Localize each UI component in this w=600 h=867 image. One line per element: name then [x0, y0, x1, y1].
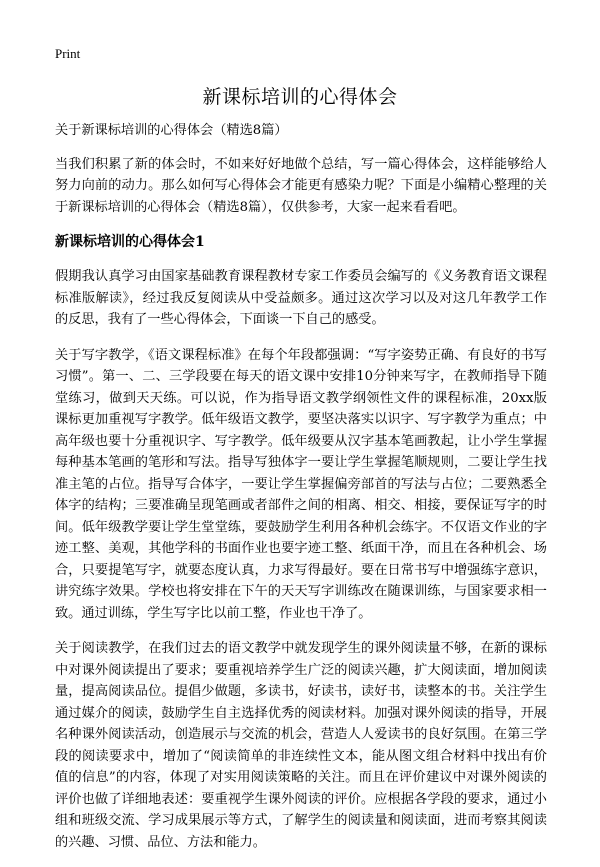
document-body: [55, 120, 547, 867]
body-paragraph: 关于阅读教学，在我们过去的语文教学中就发现学生的课外阅读量不够，在新的课标中对课外阅读提出了要求；要重视培养学生广泛的阅读兴趣，扩大阅读面，增加阅读量，提高阅读品位。提倡少做题，多读书，好读书，读好书，读整本的书。关注学生通过媒介的阅读，鼓励学生自主选择优秀的阅读材料。加强对课外阅读的指导，开展名种课外阅读活动，创造展示与交流的机会，营造人人爱读书的良好氛围。在第三学段的阅读要求中，增加了“阅读简单的非连续性文本，能从图文组合材料中找出有价值的信息”的内容，体现了对实用阅读策略的关注。而且在评价建议中对课外阅读的评价也做了详细地表述：要重视学生课外阅读的评价。应根据各学段的要求，通过小组和班级交流、学习成果展示等方式，了解学生的阅读量和阅读面，进而考察其阅读的兴趣、习惯、品位、方法和能力。: [55, 641, 547, 850]
document-subtitle: 关于新课标培训的心得体会（精选8篇）: [55, 123, 288, 138]
section-heading: 新课标培训的心得体会1: [55, 234, 205, 250]
body-paragraph: 关于写字教学，《语文课程标准》在每个年段都强调：“写字姿势正确、有良好的书写习惯”。第一、二、三学段要在每天的语文课中安排10分钟来写字，在教师指导下随堂练习，做到天天练。可以说，作为指导语文教学纲领性文件的课程标准，20xx版课标更加重视写字教学。低年级语文教学，要坚决落实以识字、写字教学为重点；中高年级也要十分重视识字、写字教学。低年级要从汉字基本笔画教起，让小学生掌握每种基本笔画的笔形和写法。指导写独体字一要让学生掌握笔顺规则，二要让学生找准主笔的占位。指导写合体字，一要让学生掌握偏旁部首的写法与占位；二要熟悉全体字的结构；三要准确呈现笔画或者部件之间的相离、相交、相接，要保证写字的时间。低年级教学要让学生堂堂练，要鼓励学生利用各种机会练字。不仅语文作业的字迹工整、美观，其他学科的书面作业也要字迹工整、纸面干净，而且在各种机会、场合，只要提笔写字，就要态度认真，力求写得最好。要在日常书写中增强练字意识，讲究练字效果。学校也将安排在下午的天天写字训练改在随课训练，与国家要求相一致。通过训练，学生写字比以前工整，作业也干净了。: [55, 347, 547, 621]
document-title: 新课标培训的心得体会: [202, 86, 398, 108]
print-link[interactable]: Print: [55, 46, 81, 61]
intro-paragraph: 当我们积累了新的体会时，不如来好好地做个总结，写一篇心得体会，这样能够给人努力向前的动力。那么如何写心得体会才能更有感染力呢？下面是小编精心整理的关于新课标培训的心得体会（精选8篇），仅供参考，大家一起来看看吧。: [55, 156, 547, 215]
body-paragraph: 假期我认真学习由国家基础教育课程教材专家工作委员会编写的《义务教育语文课程标准版解读》，经过我反复阅读从中受益颇多。通过这次学习以及对这几年教学工作的反思，我有了一些心得体会，下面谈一下自己的感受。: [55, 269, 547, 327]
